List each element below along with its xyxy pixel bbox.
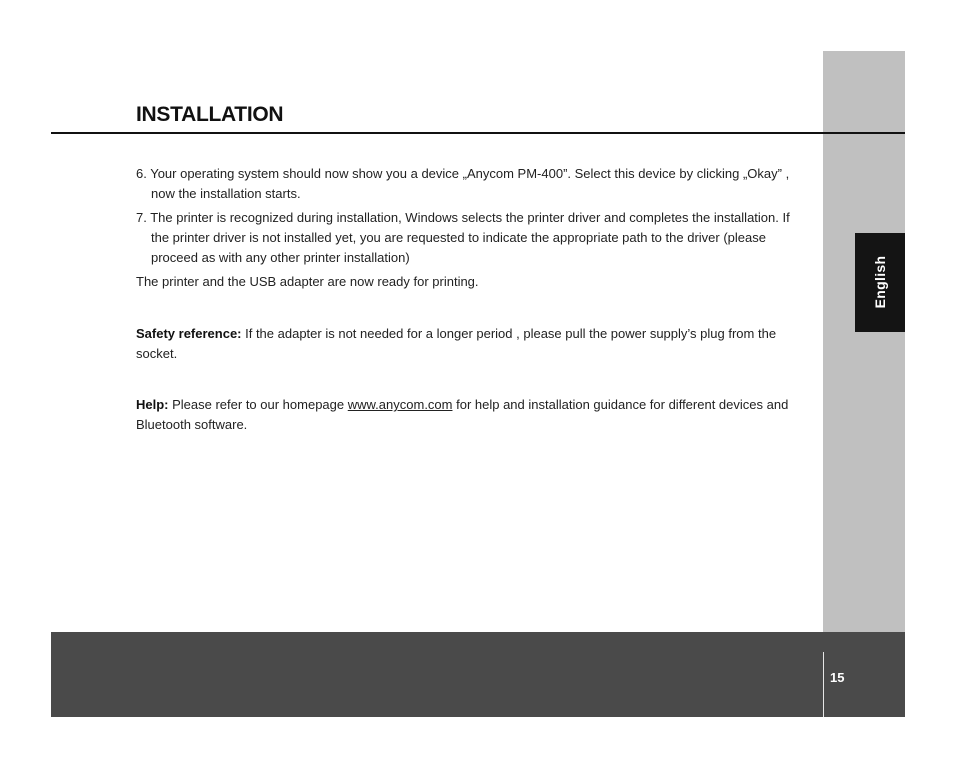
- safety-paragraph: [136, 324, 791, 364]
- page-number: 15: [830, 670, 845, 685]
- help-paragraph: [136, 395, 791, 435]
- help-label: Help:: [136, 397, 169, 412]
- step-7: 7. The printer is recognized during installation, Windows selects the printer driver and completes the installation. If the printer driver is not installed yet, you are requested to indicate the appropriate path to the driver (please proceed as with any other printer installation): [136, 210, 790, 265]
- safety-text: If the adapter is not needed for a longer period , please pull the power supply’s plug from the socket.: [136, 326, 777, 361]
- title-rule: [51, 132, 905, 134]
- step-6: 6. Your operating system should now show you a device „Anycom PM-400”. Select this device by clicking „Okay” , now the installation starts.: [136, 166, 790, 201]
- homepage-link[interactable]: www.anycom.com: [347, 397, 453, 412]
- body-text: [136, 164, 791, 435]
- footer-divider: [823, 652, 824, 717]
- help-text-after: for help and installation guidance for different devices and Bluetooth software.: [136, 397, 789, 432]
- side-strip: [823, 51, 905, 632]
- language-tab-label: English: [872, 255, 888, 309]
- page-title: INSTALLATION: [136, 103, 284, 126]
- help-text-before: Please refer to our homepage: [168, 397, 348, 412]
- ready-text: The printer and the USB adapter are now ready for printing.: [136, 274, 479, 289]
- safety-label: Safety reference:: [136, 326, 242, 341]
- footer-bar: [51, 632, 905, 717]
